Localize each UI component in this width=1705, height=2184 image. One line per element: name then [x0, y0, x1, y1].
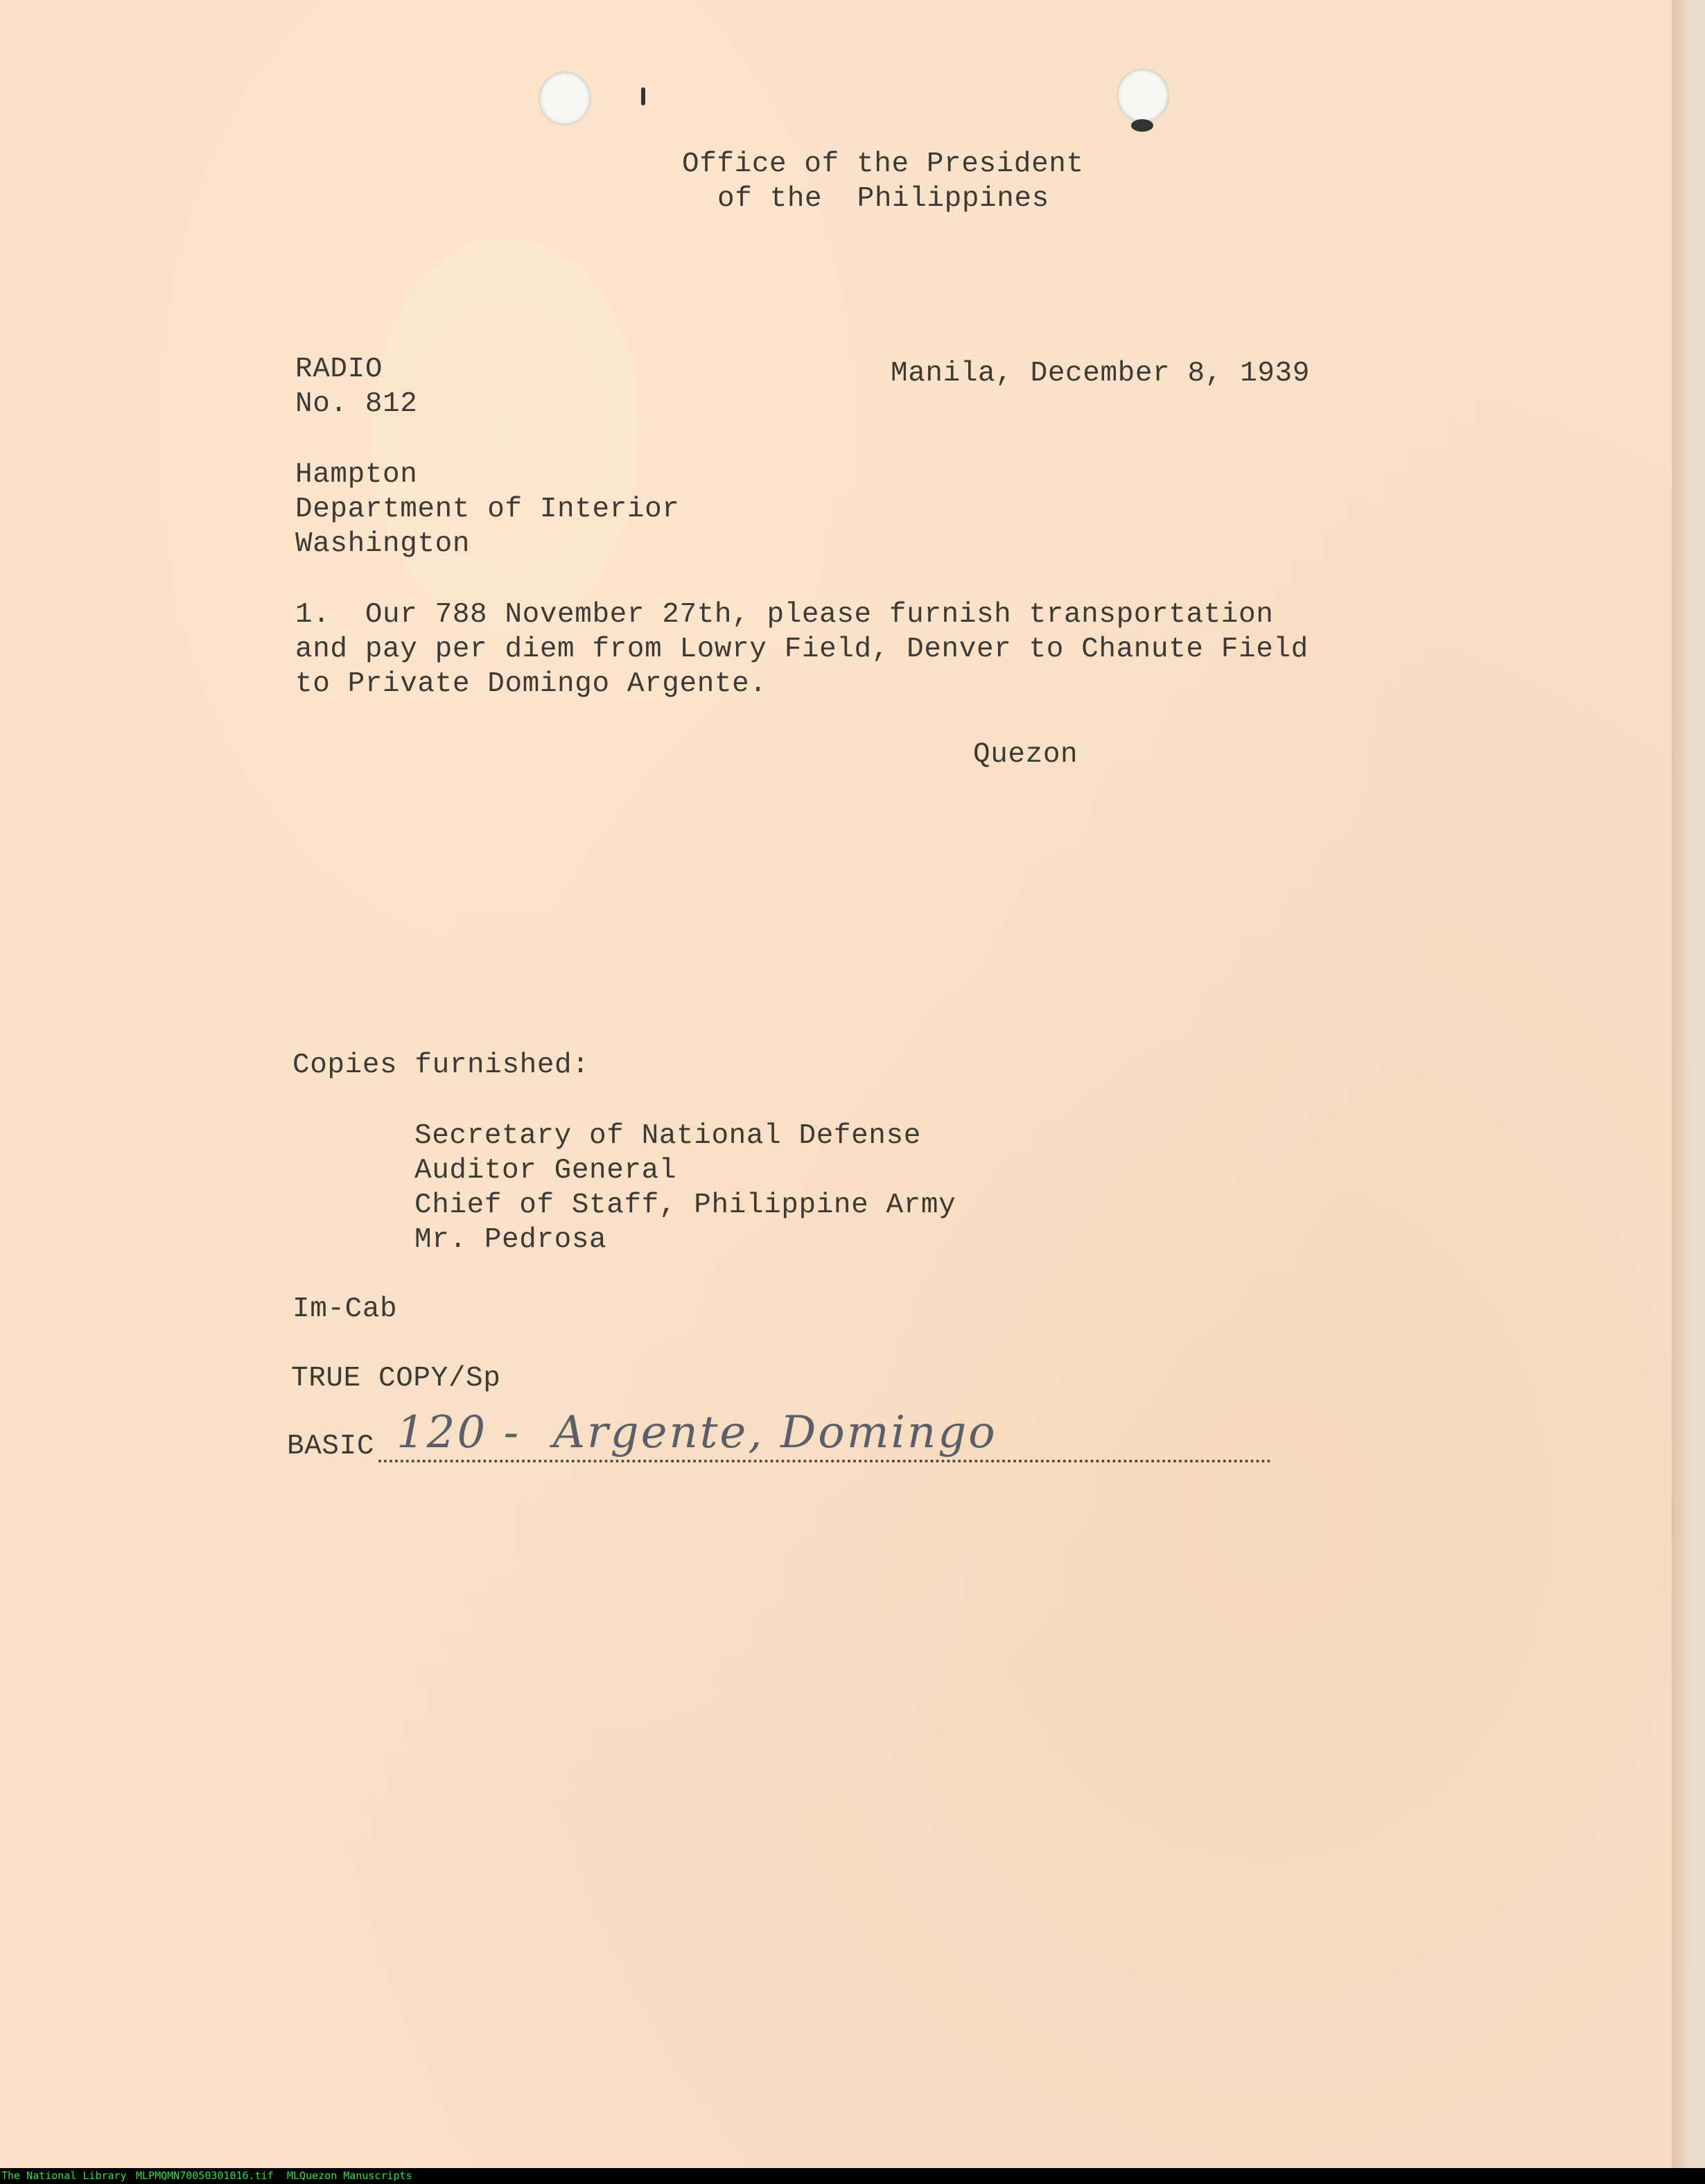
reference-initials: Im-Cab: [292, 1293, 398, 1325]
copies-heading: Copies furnished:: [292, 1049, 590, 1081]
signature: Quezon: [973, 739, 1078, 771]
body-line-3: to Private Domingo Argente.: [295, 668, 767, 700]
basic-underline: [378, 1460, 1271, 1462]
message-number: No. 812: [295, 388, 418, 420]
body-line-2: and pay per diem from Lowry Field, Denver to Chanute Field: [295, 634, 1309, 665]
true-copy-stamp: TRUE COPY/Sp: [291, 1363, 501, 1395]
copies-recipient: Secretary of National Defense: [414, 1120, 921, 1152]
message-type-label: RADIO: [295, 353, 383, 385]
body-line-1: 1. Our 788 November 27th, please furnish transportation: [295, 599, 1274, 631]
ink-mark: [641, 87, 645, 105]
page-edge: [1672, 0, 1691, 2168]
copies-recipient: Auditor General: [414, 1155, 677, 1187]
basic-handwritten-entry: 120 - Argente, Domingo: [396, 1407, 997, 1458]
letterhead-line-2: of the Philippines: [717, 183, 1049, 215]
letterhead-line-1: Office of the President: [682, 148, 1084, 180]
footer-collection: MLQuezon Manuscripts: [287, 2169, 412, 2182]
copies-recipient: Mr. Pedrosa: [414, 1224, 607, 1256]
footer-filename: MLPMQMN70050301016.tif: [136, 2169, 274, 2182]
copies-recipient: Chief of Staff, Philippine Army: [414, 1189, 956, 1221]
addressee-name: Hampton: [295, 459, 418, 491]
footer-source: The National Library: [1, 2169, 127, 2182]
punch-hole-left: [539, 72, 591, 125]
basic-label: BASIC: [287, 1431, 375, 1462]
punch-hole-right: [1117, 69, 1169, 122]
addressee-department: Department of Interior: [295, 493, 680, 525]
archive-footer-bar: [0, 2168, 1705, 2184]
ink-mark: [1131, 119, 1153, 132]
addressee-city: Washington: [295, 528, 471, 560]
dateline: Manila, December 8, 1939: [891, 358, 1310, 390]
